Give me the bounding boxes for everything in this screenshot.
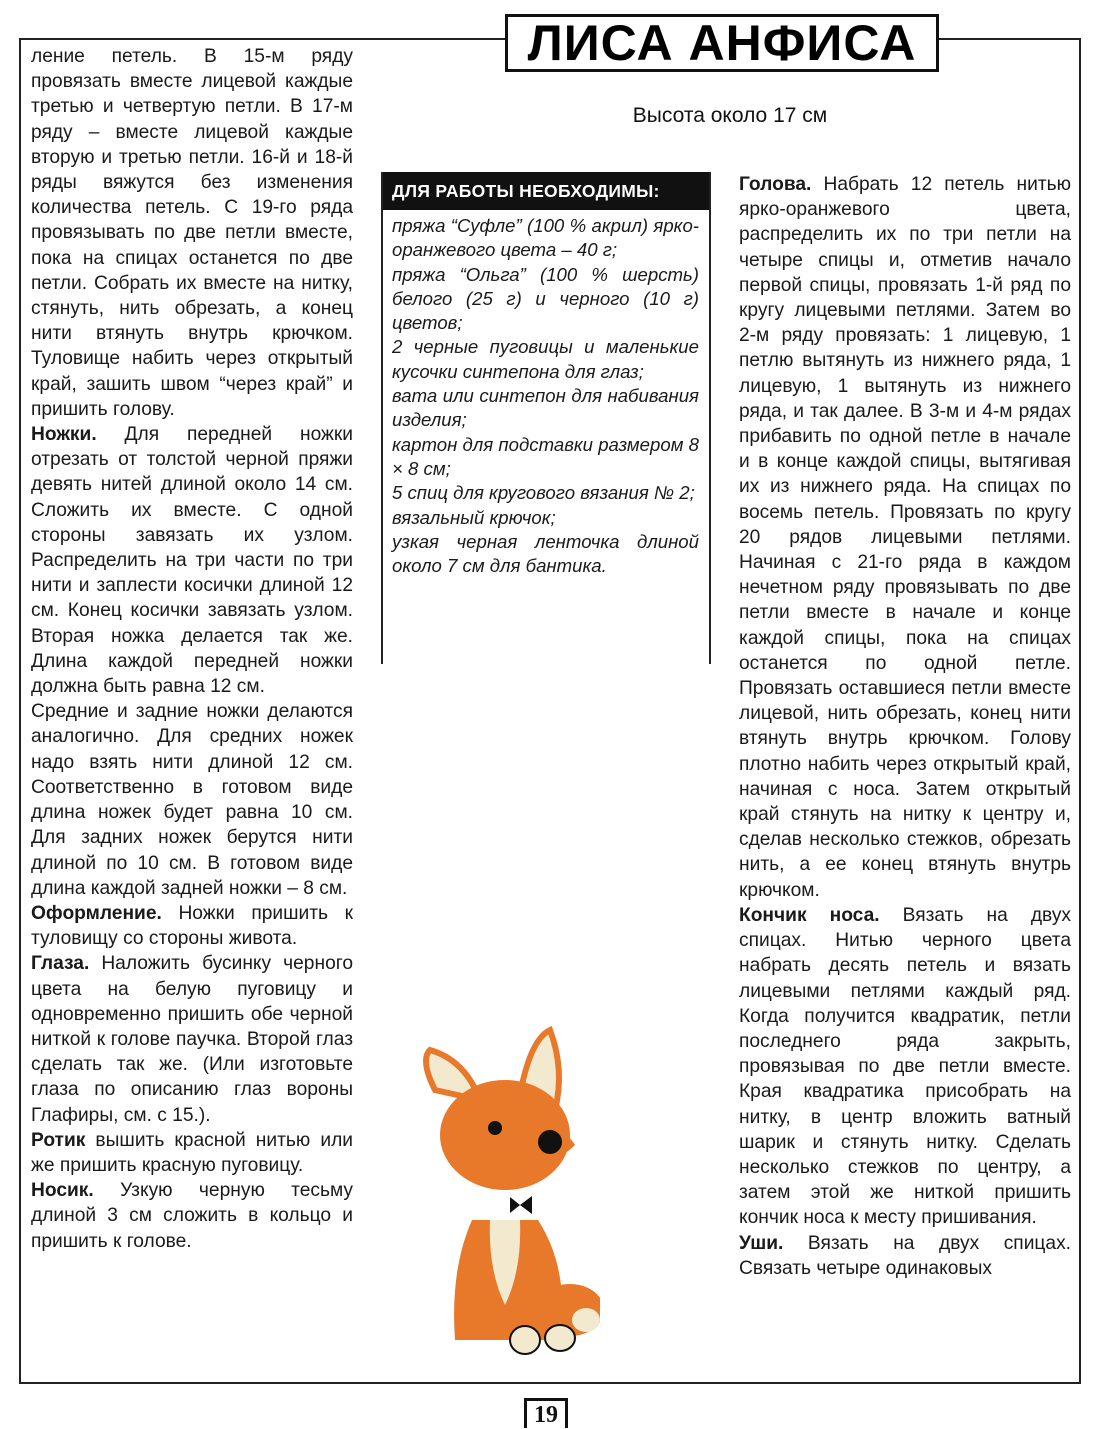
list-item: вязальный крючок; [392,506,556,528]
list-item: 5 спиц для кругового вязания № 2; [392,482,695,504]
fox-eye [488,1121,502,1135]
paragraph: Оформление. Ножки пришить к туловищу со стороны живота. [31,902,353,950]
page-title: ЛИСА АНФИСА [527,15,917,71]
section-heading: Кончик носа. [739,904,880,926]
fox-nose [538,1130,562,1154]
left-column [31,44,353,1254]
page-number: 19 [524,1398,568,1428]
fox-paw-right [545,1325,575,1351]
section-heading: Ротик [31,1129,86,1151]
section-heading: Ножки. [31,424,97,446]
paragraph: Глаза. Наложить бусинку черного цвета на белую пуговицу и одновременно пришить обе черной ниткой к голове паучка. Второй глаз сделать так же. (Или изготовьте глаза по описанию глаз вороны Глафиры, см. с 15.). [31,953,353,1126]
knitted-fox-photo [410,1020,600,1360]
section-heading: Оформление. [31,902,162,924]
list-item: вата или синтепон для набивания изделия; [392,385,699,431]
fox-tail-tip [572,1308,600,1332]
list-item: 2 черные пуговицы и маленькие кусочки синтепона для глаз; [392,336,699,382]
requirements-list [383,210,709,578]
requirements-box [381,172,711,664]
paragraph: Средние и задние ножки делаются аналогично. Для средних ножек надо взять нити длиной 12 см. Соответственно в готовом виде длина ножек будет равна 10 см. Для задних ножек берутся нити длиной по 10 см. В готовом виде длина каждой задней ножки – 8 см. [31,701,353,899]
section-heading: Глаза. [31,953,90,975]
paragraph: Носик. Узкую черную тесьму длиной 3 см сложить в кольцо и пришить к голове. [31,1180,353,1252]
list-item: картон для подставки размером 8 × 8 см; [392,433,699,479]
paragraph: Ротик вышить красной нитью или же пришить красную пуговицу. [31,1129,353,1176]
paragraph: Кончик носа. Вязать на двух спицах. Нитью черного цвета набрать десять петель и вязать лицевыми петлями каждый ряд. Когда получится квадратик, петли последнего ряда закрыть, провязывая по две петли вместе. Края квадратика присобрать на нитку, в центр вложить ватный шарик и стянуть нитку. Сделать несколько стежков по центру, а затем этой же ниткой пришить кончик носа к месту пришивания. [739,904,1072,1229]
title-box [505,14,939,72]
section-heading: Голова. [739,174,812,195]
section-heading: Носик. [31,1180,94,1202]
paragraph: Ножки. Для передней ножки отрезать от толстой черной пряжи девять нитей длиной около 14 см. Сложить их вместе. С одной стороны завязать их узлом. Распределить на три части по три нити и заплести косички длиной 12 см. Конец косички завязать узлом. Вторая ножка делается так же. Длина каждой передней ножки должна быть равна 12 см. [31,424,353,698]
paragraph: ление петель. В 15-м ряду провязать вместе лицевой каждые третью и четвертую петли. В 17-м ряду – вместе лицевой каждые вторую и третью петли. 16-й и 18-й ряды вяжутся без изменения количества петель. С 19-го ряда провязывать по две петли вместе, пока на спицах останется по две петли. Собрать их вместе на нитку, стянуть, нить обрезать, а конец нити втянуть внутрь крючком. Туловище набить через открытый край, зашить швом “через край” и пришить голову. [31,46,353,420]
subtitle: Высота около 17 см [632,104,828,127]
list-item: пряжа “Суфле” (100 % акрил) ярко-оранжевого цвета – 40 г; [392,215,699,261]
fox-paw-left [510,1326,540,1354]
paragraph: Уши. Вязать на двух спицах. Связать четыре одинаковых [739,1232,1071,1279]
list-item: пряжа “Ольга” (100 % шерсть) белого (25 г) и черного (10 г) цветов; [392,263,699,334]
fox-bow [510,1196,532,1214]
paragraph: Голова. Набрать 12 петель нитью ярко-оранжевого цвета, распределить их по три петли на четыре спицы и, отметив начало первой спицы, провязать 1-й ряд по кругу лицевыми петлями. Затем во 2-м ряду провязать: 1 лицевую, 1 петлю вытянуть из нижнего ряда, 1 лицевую, 1 вытянуть из нижнего ряда, и так далее. В 3-м и 4-м рядах прибавить по одной петле в начале и в конце каждой спицы, вытягивая их из нижнего ряда. На спицах по восемь петель. Провязать по кругу 20 рядов лицевыми петлями. Начиная с 21-го ряда в каждом нечетном ряду провязывать по две петли вместе в начале и конце каждой спицы, пока на спицах останется по одной петле. Провязать оставшиеся петли вместе лицевой, нить обрезать, конец нити втянуть внутрь крючком. Голову плотно набить через открытый край, начиная с носа. Затем открытый край стянуть на нитку к центру и, сделав несколько стежков, обрезать нить, а ее конец втянуть внутрь крючком. [739,174,1071,901]
right-column [739,172,1071,1281]
section-heading: Уши. [739,1232,784,1254]
requirements-title: ДЛЯ РАБОТЫ НЕОБХОДИМЫ: [383,172,709,210]
list-item: узкая черная ленточка длиной около 7 см для бантика. [392,530,699,577]
